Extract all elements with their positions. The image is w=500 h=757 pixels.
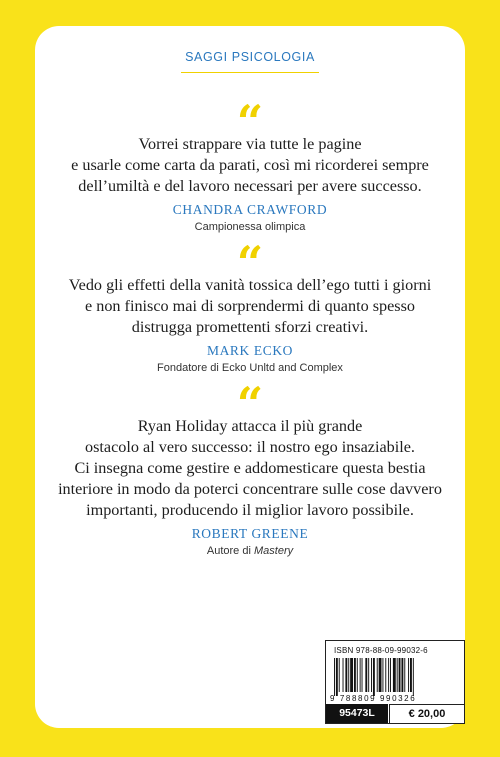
product-code: 95473L (326, 704, 388, 723)
quote-3-role (35, 545, 465, 557)
quote-1-text (35, 134, 465, 197)
quote-line: ostacolo al vero successo: il nostro ego insaziabile. (85, 438, 415, 456)
quote-line: importanti, producendo il miglior lavoro possibile. (86, 501, 414, 519)
quote-1-role: Campionessa olimpica (194, 221, 306, 233)
quote-3-text (35, 416, 465, 521)
price: € 20,00 (389, 704, 464, 723)
quote-line: e non finisco mai di sorprendermi di quanto spesso (85, 297, 415, 315)
series-label: SAGGI PSICOLOGIA (185, 50, 315, 64)
back-cover-panel (35, 26, 465, 728)
quote-line: Ryan Holiday attacca il più grande (137, 417, 363, 435)
quote-mark-icon: “ (236, 236, 264, 290)
quote-mark-icon: “ (236, 377, 264, 431)
quote-line: Ci insegna come gestire e addomesticare questa bestia (74, 459, 426, 477)
quote-line: dell’umiltà e del lavoro necessari per avere successo. (78, 177, 422, 195)
quote-1-author: CHANDRA CRAWFORD (172, 202, 328, 217)
barcode-icon (332, 658, 458, 696)
book-title: Mastery (253, 545, 294, 557)
quote-2-author: MARK ECKO (206, 343, 294, 358)
quote-line: e usarle come carta da parati, così mi ricorderei sempre (71, 156, 429, 174)
barcode-box (325, 640, 465, 724)
quote-line: distrugga promettenti sforzi creativi. (131, 318, 369, 336)
quote-line: interiore in modo da poterci concentrare sulle cose davvero (58, 480, 442, 498)
ean-digits: 9 788809 990326 (330, 694, 417, 703)
quote-2-text (35, 275, 465, 338)
quote-line: Vedo gli effetti della vanità tossica dell’ego tutti i giorni (68, 276, 432, 294)
isbn-text: ISBN 978-88-09-99032-6 (334, 646, 428, 655)
quote-line: Vorrei strappare via tutte le pagine (138, 135, 362, 153)
series-divider (181, 72, 319, 73)
quote-2-role: Fondatore di Ecko Unltd and Complex (157, 362, 343, 374)
quote-3-author: ROBERT GREENE (191, 526, 309, 541)
role-prefix: Autore di (206, 545, 254, 557)
quote-mark-icon: “ (236, 95, 264, 149)
